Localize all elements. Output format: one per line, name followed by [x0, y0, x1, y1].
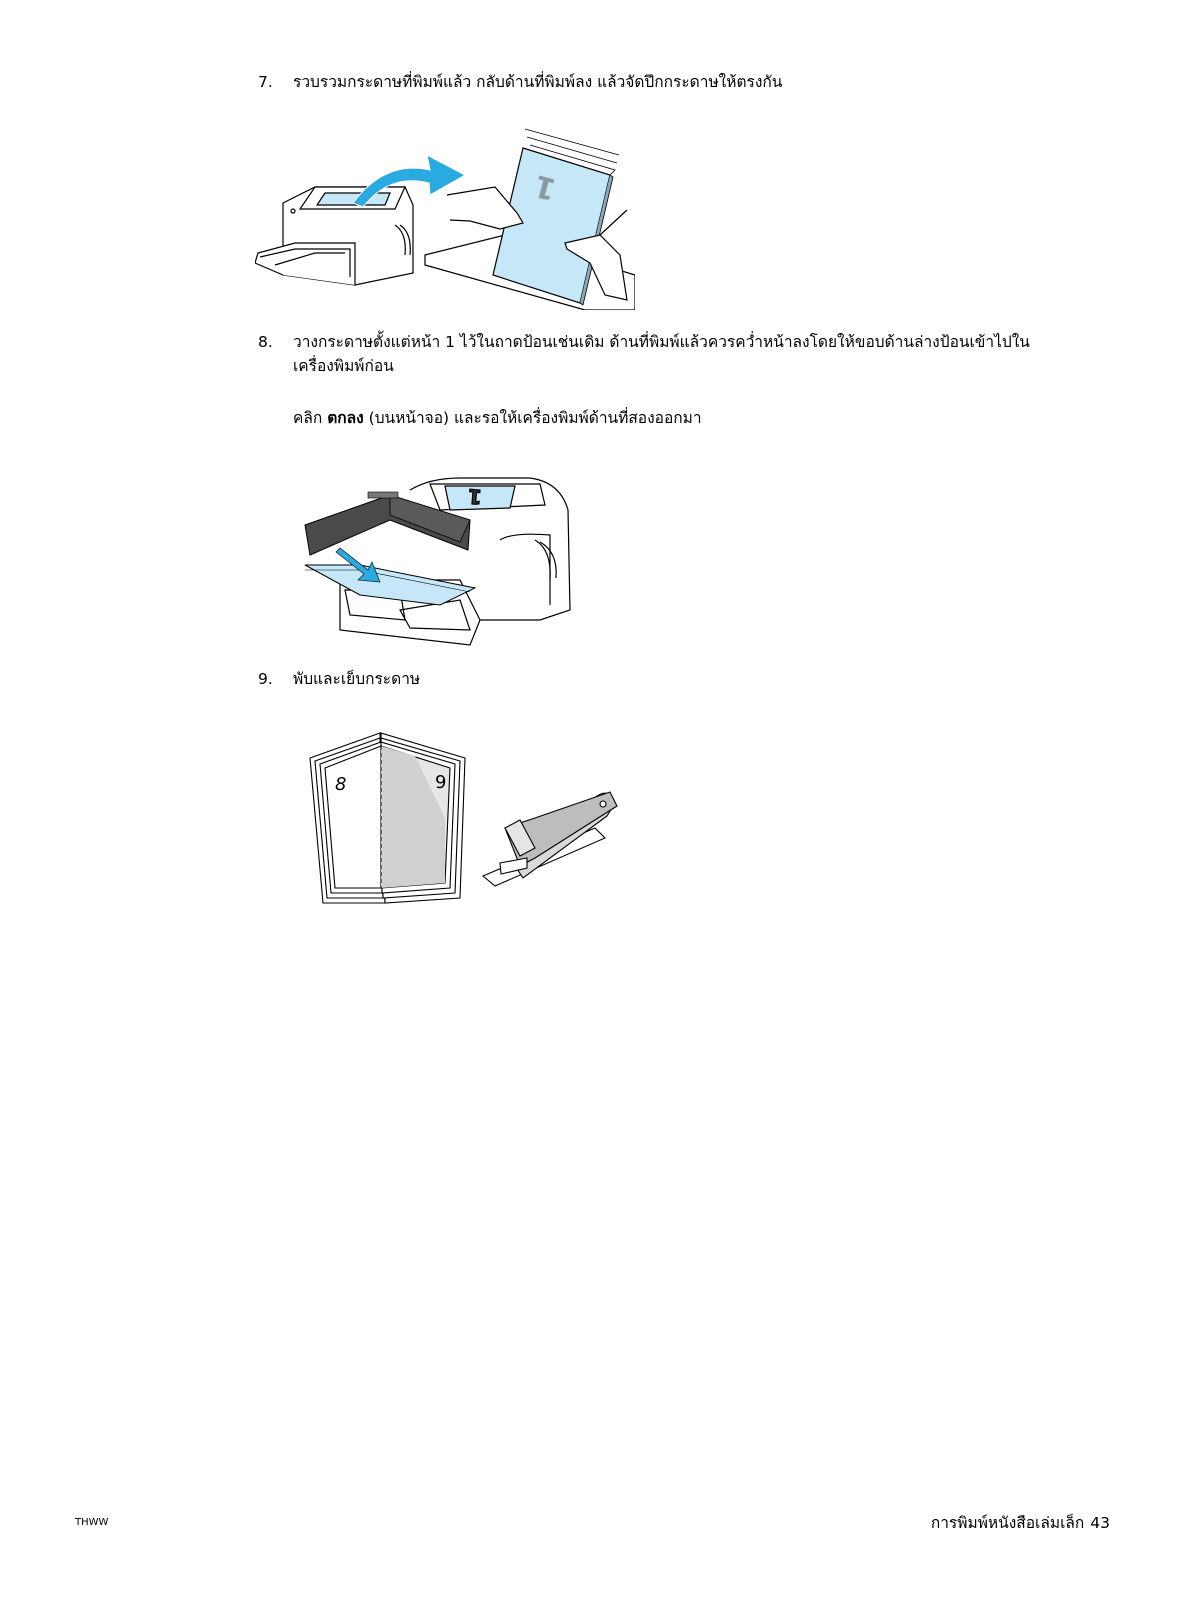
footer-section-title: การพิมพ์หนังสือเล่มเล็ก [930, 1514, 1085, 1532]
stapler-icon [483, 792, 617, 886]
step-text: พับและเย็บกระดาษ [293, 670, 421, 688]
step-number: 7. [258, 73, 273, 91]
instruction-suffix: (บนหน้าจอ) และรอให้เครื่องพิมพ์ด้านที่สองออกมา [363, 409, 702, 427]
right-page-number: 9 [435, 772, 447, 793]
step-number: 9. [258, 670, 273, 688]
left-hand [447, 187, 523, 229]
step-text-line-2: เครื่องพิมพ์ก่อน [293, 357, 394, 375]
step-text: รวบรวมกระดาษที่พิมพ์แล้ว กลับด้านที่พิมพ์ลง แล้วจัดปึกกระดาษให้ตรงกัน [293, 73, 783, 91]
figure-reinsert-paper [300, 470, 580, 650]
footer-page-info [931, 1510, 1110, 1535]
page-number-mark: 1 [466, 483, 483, 510]
footer-doc-code: THWW [75, 1517, 109, 1528]
step-text-line-1: วางกระดาษตั้งแต่หน้า 1 ไว้ในถาดป้อนเช่นเดิม ด้านที่พิมพ์แล้วควรคว่ำหน้าลงโดยให้ขอบด้านล่างป้อนเข้าไปใน [293, 333, 1030, 351]
page-number-mark: 1 [530, 167, 560, 207]
paper-stack [305, 565, 475, 605]
ok-label: ตกลง [327, 409, 364, 427]
step-number: 8. [258, 333, 273, 351]
left-page-number: 8 [335, 774, 347, 795]
figure-collect-printed-pages [255, 125, 635, 310]
figure-fold-and-staple [305, 728, 625, 913]
footer-page-number: 43 [1090, 1514, 1110, 1532]
printer-illustration [255, 187, 413, 285]
instruction-prefix: คลิก [293, 409, 328, 427]
booklet [310, 733, 465, 903]
